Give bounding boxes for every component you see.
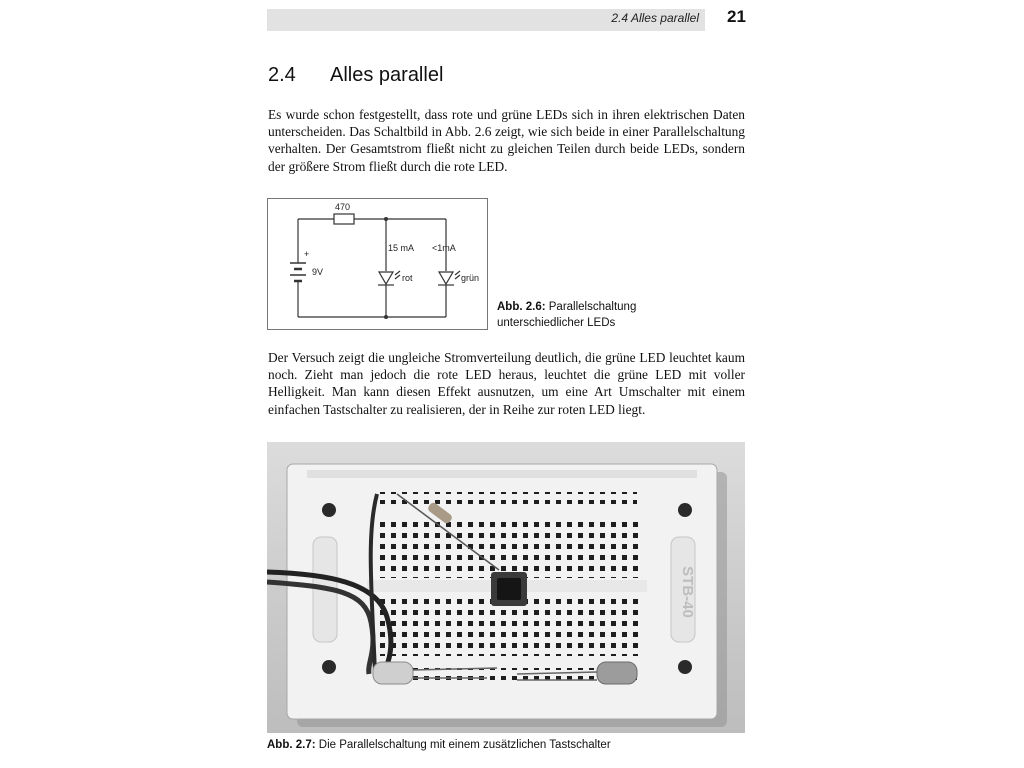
section-title: Alles parallel [330, 64, 444, 86]
figure-2-6-caption [497, 299, 636, 331]
breadboard-photo [267, 442, 745, 733]
figure-2-6-caption-prefix: Abb. 2.6: [497, 301, 546, 313]
battery-voltage-label: 9V [312, 267, 324, 277]
breadboard-illustration [267, 442, 745, 733]
circuit-schematic [267, 198, 488, 330]
battery-plus-label: + [304, 249, 310, 259]
body-paragraph-2: Der Versuch zeigt die ungleiche Stromverteilung deutlich, die grüne LED leuchtet kaum noch. Zieht man jedoch die rote LED heraus, leuchtet die grüne LED mit voller Helligkeit. Man kann diesen Effekt ausnutzen, um eine Art Umschalter mit einem einfachen Tastschalter zu realisieren, der in Reihe zur roten LED liegt. [268, 350, 745, 417]
figure-2-7-caption-prefix: Abb. 2.7: [267, 739, 316, 751]
resistor-symbol [334, 214, 354, 224]
figure-2-6-caption-line2: unterschiedlicher LEDs [497, 317, 616, 329]
schematic-drawing [268, 199, 487, 329]
board-label: STB-40 [679, 566, 696, 618]
section-heading [268, 64, 443, 87]
current-red-label: 15 mA [388, 243, 415, 253]
led-red-symbol [378, 271, 400, 285]
led-green-label: grün [461, 273, 480, 283]
led-green-symbol [438, 271, 460, 285]
page-number: 21 [727, 7, 746, 26]
figure-2-7-caption-text: Die Parallelschaltung mit einem zusätzlichen Tastschalter [315, 739, 611, 751]
resistor-label: 470 [335, 202, 351, 212]
body-paragraph-1: Es wurde schon festgestellt, dass rote und grüne LEDs sich in ihren elektrischen Daten unterscheiden. Das Schaltbild in Abb. 2.6 zeigt, wie sich beide in einer Parallelschaltung verhalten. Der Gesamtstrom fließt nicht zu gleichen Teilen durch beide LEDs, sondern der größere Strom fließt durch die rote LED. [268, 107, 745, 174]
figure-2-7-caption [267, 739, 611, 751]
led-red-label: rot [402, 273, 413, 283]
running-header-title: 2.4 Alles parallel [611, 11, 699, 25]
current-green-label: <1mA [432, 243, 456, 253]
figure-2-6-caption-line1: Parallelschaltung [545, 301, 637, 313]
section-number: 2.4 [268, 64, 296, 86]
